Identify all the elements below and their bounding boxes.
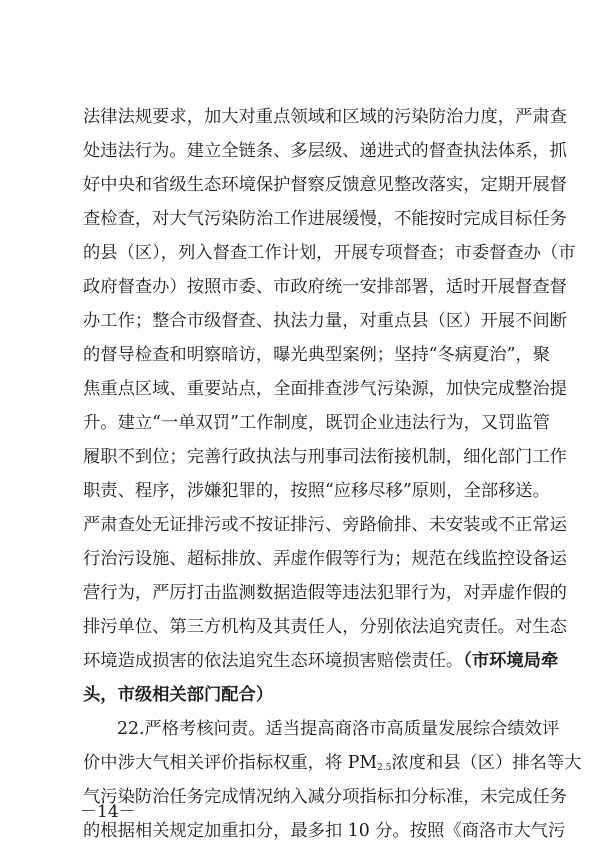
line-text: 价中涉大气相关评价指标权重，将 PM — [83, 753, 378, 773]
page-number: －14－ — [80, 802, 136, 822]
body-text — [83, 100, 582, 848]
line-text: 浓度和县（区）排名等大 — [391, 753, 582, 773]
text-line: 焦重点区域、重要站点，全面排查涉气污染源，加快完成整治提 — [83, 379, 567, 399]
text-line: 查检查，对大气污染防治工作进展缓慢，不能按时完成目标任务 — [83, 209, 567, 229]
text-line: 政府督查办）按照市委、市政府统一安排部署，适时开展督查督 — [83, 277, 567, 297]
text-line: 的根据相关规定加重扣分，最多扣 10 分。按照《商洛市大气污 — [83, 821, 566, 841]
text-line: 好中央和省级生态环境保护督察反馈意见整改落实，定期开展督 — [83, 175, 567, 195]
text-line: 法律法规要求，加大对重点领域和区域的污染防治力度，严肃查 — [83, 107, 567, 127]
text-line: 行治污设施、超标排放、弄虚作假等行为；规范在线监控设备运 — [83, 549, 567, 569]
text-line: 职责、程序，涉嫌犯罪的，按照“应移尽移”原则，全部移送。 — [83, 481, 550, 501]
responsible-dept-bold: （市环境局牵 — [463, 651, 559, 671]
text-line: 排污单位、第三方机构及其责任人，分别依法追究责任。对生态 — [83, 617, 567, 637]
text-line: 营行为，严厉打击监测数据造假等违法犯罪行为，对弄虚作假的 — [83, 583, 567, 603]
line-text: 环境造成损害的依法追究生态环境损害赔偿责任。 — [83, 651, 464, 671]
text-line-mixed — [83, 644, 559, 678]
text-line: 的督导检查和明察暗访，曝光典型案例；坚持“冬病夏治”，聚 — [83, 345, 550, 365]
paragraph-22-heading: 22.严格考核问责。适当提高商洛市高质量发展综合绩效评 — [117, 719, 560, 739]
text-line: 严肃查处无证排污或不按证排污、旁路偷排、未安装或不正常运 — [83, 515, 567, 535]
text-line: 的县（区），列入督查工作计划，开展专项督查；市委督查办（市 — [83, 243, 576, 263]
text-line: 处违法行为。建立全链条、多层级、递进式的督查执法体系，抓 — [83, 141, 567, 161]
text-line: 履职不到位；完善行政执法与刑事司法衔接机制，细化部门工作 — [83, 447, 567, 467]
responsible-dept-bold-end: 头，市级相关部门配合） — [83, 685, 274, 705]
text-line: 升。建立“一单双罚”工作制度，既罚企业违法行为，又罚监管 — [83, 413, 550, 433]
text-line: 气污染防治任务完成情况纳入减分项指标扣分标准，未完成任务 — [83, 787, 567, 807]
text-line: 办工作；整合市级督查、执法力量，对重点县（区）开展不间断 — [83, 311, 567, 331]
pm-subscript: 2.5 — [377, 763, 392, 773]
text-line-pm — [83, 746, 582, 780]
